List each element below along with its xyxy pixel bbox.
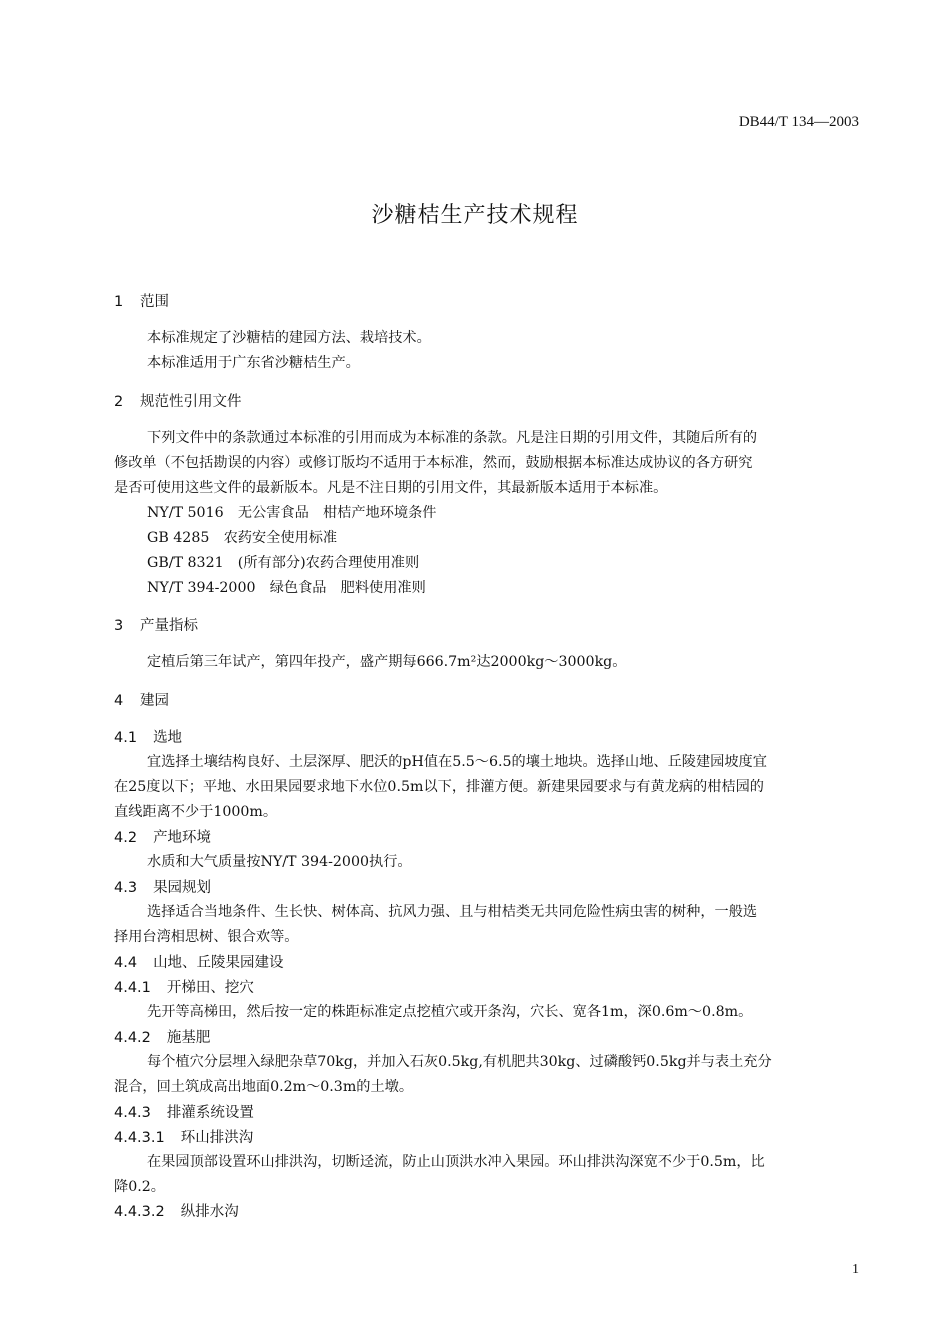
paragraph-line: 修改单（不包括勘误的内容）或修订版均不适用于本标准，然而，鼓励根据本标准达成协议的各方研究 xyxy=(114,455,753,471)
subsection-heading-4-4 xyxy=(114,951,284,972)
paragraph: 本标准规定了沙糖桔的建园方法、栽培技术。 xyxy=(147,330,431,346)
paragraph-line: 在25度以下；平地、水田果园要求地下水位0.5m以下，排灌方便。新建果园要求与有黄龙病的柑桔园的 xyxy=(114,779,764,795)
subsection-heading-4-1 xyxy=(114,726,182,747)
subsection-title: 施基肥 xyxy=(166,1030,211,1046)
standard-code: DB44/T 134—2003 xyxy=(738,114,859,130)
subsection-number: 4.4.1 xyxy=(114,980,151,996)
subsection-heading-4-4-1 xyxy=(114,976,254,997)
paragraph: 水质和大气质量按NY/T 394-2000执行。 xyxy=(147,854,412,870)
paragraph-line: 降0.2。 xyxy=(114,1179,165,1195)
paragraph-line: 是否可使用这些文件的最新版本。凡是不注日期的引用文件，其最新版本适用于本标准。 xyxy=(114,480,668,496)
paragraph-line: 下列文件中的条款通过本标准的引用而成为本标准的条款。凡是注日期的引用文件，其随后所有的 xyxy=(147,430,758,446)
section-number: 4 xyxy=(114,693,124,709)
subsection-number: 4.2 xyxy=(114,830,138,846)
subsection-title: 山地、丘陵果园建设 xyxy=(153,955,284,971)
paragraph-line: 每个植穴分层埋入绿肥杂草70kg，并加入石灰0.5kg,有机肥共30kg、过磷酸钙0.5kg并与表土充分 xyxy=(147,1054,772,1070)
section-title: 范围 xyxy=(140,294,169,310)
subsection-title: 环山排洪沟 xyxy=(180,1130,254,1146)
subsection-title: 开梯田、挖穴 xyxy=(166,980,254,996)
document-title: 沙糖桔生产技术规程 xyxy=(371,203,579,228)
paragraph-line: 择用台湾相思树、银合欢等。 xyxy=(114,929,299,945)
subsection-heading-4-4-2 xyxy=(114,1026,210,1047)
section-number: 3 xyxy=(114,618,124,634)
section-title: 建园 xyxy=(140,693,169,709)
subsection-number: 4.4.3 xyxy=(114,1105,151,1121)
paragraph-line: 直线距离不少于1000m。 xyxy=(114,804,278,820)
subsection-heading-4-4-3-1 xyxy=(114,1126,253,1147)
subsection-heading-4-2 xyxy=(114,826,211,847)
paragraph-line: 混合，回土筑成高出地面0.2m～0.3m的土墩。 xyxy=(114,1079,414,1095)
section-heading-4 xyxy=(114,689,169,710)
subsection-title: 选地 xyxy=(153,730,183,746)
subsection-heading-4-3 xyxy=(114,876,211,897)
reference-item: GB 4285 农药安全使用标准 xyxy=(147,530,338,546)
subsection-number: 4.4 xyxy=(114,955,138,971)
page-number: 1 xyxy=(852,1262,859,1277)
subsection-title: 纵排水沟 xyxy=(180,1204,239,1220)
paragraph: 定植后第三年试产，第四年投产，盛产期每666.7m²达2000kg～3000kg。 xyxy=(147,654,627,670)
section-number: 2 xyxy=(114,394,124,410)
section-number: 1 xyxy=(114,294,124,310)
reference-item: NY/T 5016 无公害食品 柑桔产地环境条件 xyxy=(147,505,437,521)
subsection-number: 4.3 xyxy=(114,880,138,896)
paragraph-line: 选择适合当地条件、生长快、树体高、抗风力强、且与柑桔类无共同危险性病虫害的树种，一般选 xyxy=(147,904,758,920)
subsection-title: 产地环境 xyxy=(153,830,212,846)
subsection-number: 4.4.3.1 xyxy=(114,1130,165,1146)
section-heading-3 xyxy=(114,614,198,635)
subsection-title: 果园规划 xyxy=(153,880,212,896)
section-heading-1 xyxy=(114,290,169,311)
paragraph: 本标准适用于广东省沙糖桔生产。 xyxy=(147,355,360,371)
subsection-number: 4.4.3.2 xyxy=(114,1204,165,1220)
subsection-number: 4.1 xyxy=(114,730,138,746)
reference-item: NY/T 394-2000 绿色食品 肥料使用准则 xyxy=(147,580,426,596)
paragraph-line: 在果园顶部设置环山排洪沟，切断迳流，防止山顶洪水冲入果园。环山排洪沟深宽不少于0.5m，比 xyxy=(147,1154,765,1170)
paragraph-line: 宜选择土壤结构良好、土层深厚、肥沃的pH值在5.5～6.5的壤土地块。选择山地、丘陵建园坡度宜 xyxy=(147,754,767,770)
subsection-title: 排灌系统设置 xyxy=(166,1105,254,1121)
section-title: 规范性引用文件 xyxy=(140,394,242,410)
subsection-number: 4.4.2 xyxy=(114,1030,151,1046)
paragraph: 先开等高梯田，然后按一定的株距标准定点挖植穴或开条沟，穴长、宽各1m，深0.6m～0.8m。 xyxy=(147,1004,753,1020)
subsection-heading-4-4-3 xyxy=(114,1101,254,1122)
reference-item: GB/T 8321 (所有部分)农药合理使用准则 xyxy=(147,555,420,571)
subsection-heading-4-4-3-2 xyxy=(114,1200,239,1221)
section-title: 产量指标 xyxy=(140,618,198,634)
section-heading-2 xyxy=(114,390,242,411)
